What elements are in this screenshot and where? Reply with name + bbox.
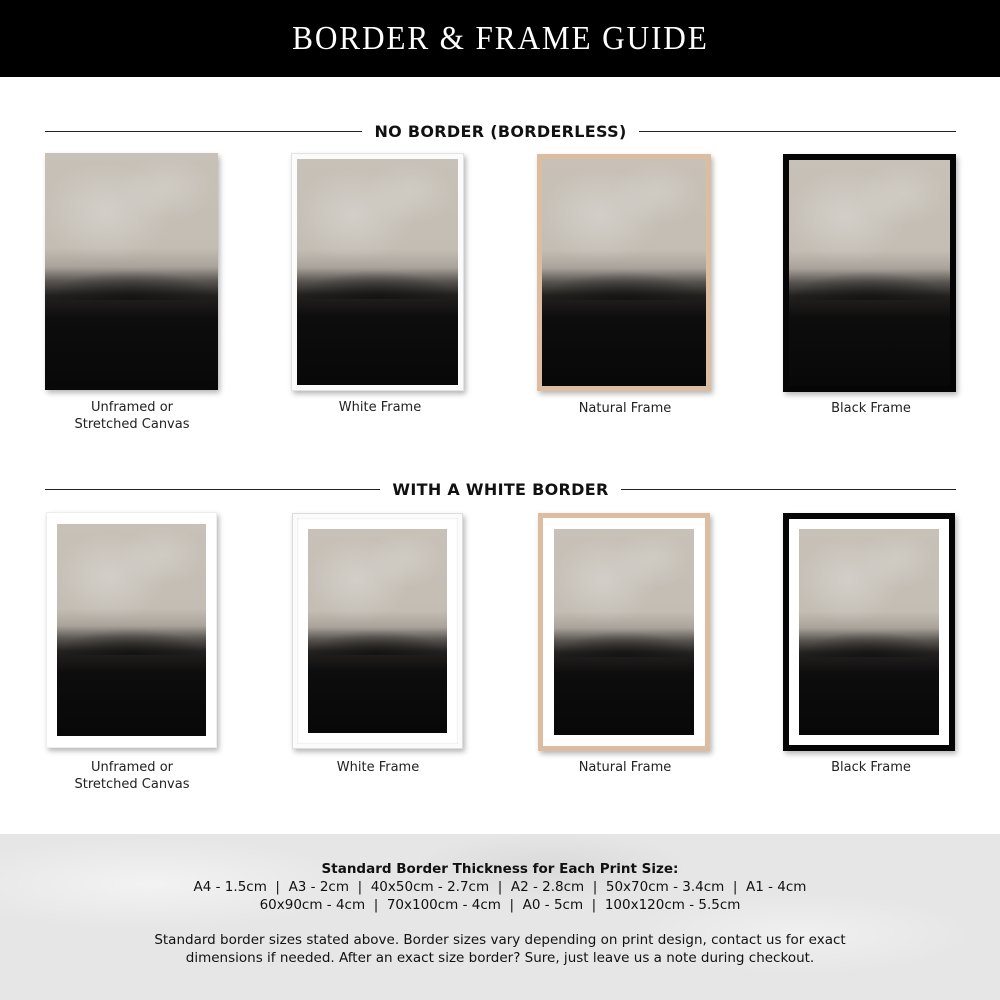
artwork-image	[789, 160, 950, 386]
divider-line	[45, 489, 380, 490]
caption-black-frame-borderless: Black Frame	[831, 401, 911, 416]
artwork-image	[45, 153, 218, 390]
caption-natural-frame-white-border: Natural Frame	[578, 760, 672, 775]
info-title: Standard Border Thickness for Each Print Size:	[321, 861, 679, 877]
print-unframed-borderless	[45, 153, 218, 390]
caption-white-frame-borderless: White Frame	[338, 400, 422, 415]
note-line-1: Standard border sizes stated above. Border sizes vary depending on print design, contact us for exact	[154, 932, 846, 948]
divider-line	[621, 489, 956, 490]
print-natural-frame-borderless	[537, 154, 711, 391]
note-line-2: dimensions if needed. After an exact size border? Sure, just leave us a note during checkout.	[185, 950, 815, 966]
print-black-frame-borderless	[783, 154, 956, 392]
section-heading-no-border	[45, 121, 956, 141]
print-black-frame-white-border	[783, 513, 955, 751]
section-title: NO BORDER (BORDERLESS)	[374, 121, 627, 141]
print-white-frame-white-border	[292, 513, 463, 749]
caption-natural-frame-borderless: Natural Frame	[578, 401, 672, 416]
artwork-image	[57, 524, 206, 736]
divider-line	[45, 131, 362, 132]
print-natural-frame-white-border	[538, 513, 710, 751]
print-unframed-white-border	[46, 512, 217, 748]
artwork-image	[297, 159, 458, 385]
divider-line	[639, 131, 956, 132]
caption-black-frame-white-border: Black Frame	[831, 760, 911, 775]
artwork-image	[542, 159, 706, 386]
sizes-line-1: A4 - 1.5cm | A3 - 2cm | 40x50cm - 2.7cm | A2 - 2.8cm | 50x70cm - 3.4cm | A1 - 4cm	[193, 879, 807, 895]
caption-unframed-white-border: Unframed or Stretched Canvas	[74, 760, 190, 792]
page-header	[0, 0, 1000, 77]
caption-unframed-borderless: Unframed or Stretched Canvas	[74, 400, 190, 432]
section-heading-white-border	[45, 479, 956, 499]
caption-white-frame-white-border: White Frame	[336, 760, 420, 775]
artwork-image	[554, 529, 694, 735]
artwork-image	[308, 529, 447, 733]
border-thickness-info	[0, 834, 1000, 1000]
print-white-frame-borderless	[291, 153, 464, 391]
page-title: BORDER & FRAME GUIDE	[291, 19, 709, 57]
artwork-image	[799, 529, 939, 735]
sizes-line-2: 60x90cm - 4cm | 70x100cm - 4cm | A0 - 5cm | 100x120cm - 5.5cm	[259, 897, 741, 913]
section-title: WITH A WHITE BORDER	[392, 479, 609, 499]
